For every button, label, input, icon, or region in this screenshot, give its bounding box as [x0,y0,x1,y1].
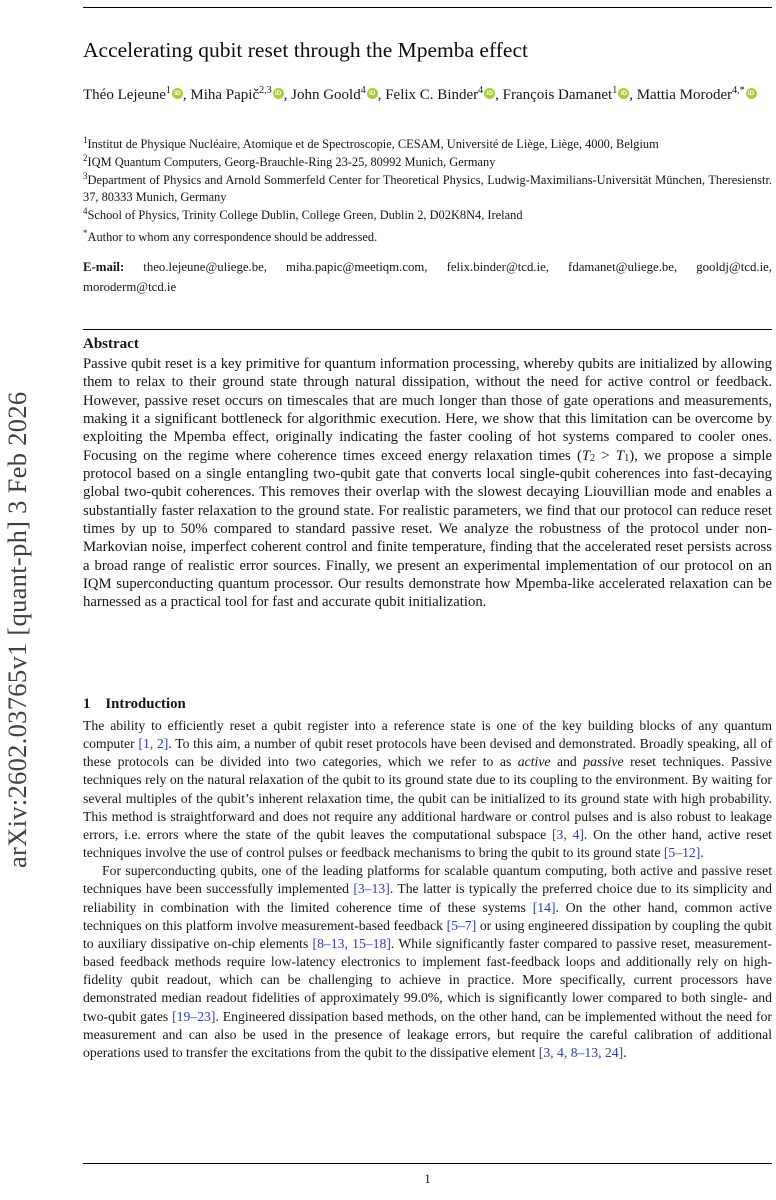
affiliation [83,136,772,154]
citation-link[interactable]: [3, 4, 8–13, 24] [538,1044,624,1060]
text-segment: . While significantly faster compared to passive reset, measurement-based feedback methods require low-latency electronics to implement fast-feedback loops and additionally rely on high-fidelity qubit readout, which can be challenging to achieve in practice. More specifically, current processors have demonstrated median readout fidelities of approximately 99.0%, which is significantly lower compared to both single- and two-qubit gates [83,935,772,1024]
affiliation [83,229,772,247]
text-segment: or using engineered dissipation by coupling the qubit to auxiliary dissipative on-chip elements [83,917,772,951]
intro-paragraph-2 [83,862,772,1062]
affiliation [83,207,772,225]
citation-link[interactable]: [5–7] [446,917,477,933]
page-number: 1 [424,1171,431,1186]
author-affiliation-marker: 4,* [732,85,745,96]
author-name: François Damanet [502,87,613,103]
text-segment: . [700,845,704,861]
affiliation-list [83,136,772,247]
text-segment: reset techniques. Passive techniques rely on the natural relaxation of the qubit to its ground state due to its coupling to the environment. By waiting for several multiples of the qubit’s inherent relaxation time, the qubit can be initialized to its ground state with high probability. This method is straightforward and does not require any additional hardware or control pulses and is also robust to leakage errors, i.e. errors where the state of the qubit leaves the computational subspace [83,754,772,842]
author-separator: , [377,87,386,103]
introduction-body [83,717,772,1062]
author-name: Théo Lejeune [83,87,166,103]
text-segment: > [595,447,616,464]
citation-link[interactable]: [14] [532,899,556,915]
section-heading [83,696,186,713]
section-number: 1 [83,696,91,712]
author-name: Felix C. Binder [385,87,479,103]
abstract-rule [83,329,772,330]
email-label: E-mail: [83,260,125,274]
affiliation-text: Author to whom any correspondence should be addressed. [87,229,378,244]
text-segment: 2 [590,452,596,464]
author-affiliation-marker: 4 [360,85,366,96]
text-segment: The ability to efficiently reset a qubit register into a reference state is one of the key building blocks of any quantum computer [83,718,772,752]
text-segment: ), we propose a simple protocol based on a single entangling two-qubit gate that converts local single-qubit coherences into fast-decaying global two-qubit coherences. This removes their overlap with the slowest decaying Liouvillian mode and enables a substantially faster relaxation to the ground state. For realistic parameters, we find that our protocol can reduce reset times by up to 50% compared to standard passive reset. We analyze the robustness of the protocol under non-Markovian noise, imperfect coherent control and finite temperature, finding that the accelerated reset persists across a broad range of realistic error sources. Finally, we present an experimental implementation of our protocol on an IQM superconducting quantum processor. Our results demonstrate how Mpemba-like accelerated relaxation can be harnessed as a practical tool for fast and accurate qubit initialization. [83,447,772,611]
orcid-icon[interactable]: iD [367,88,378,99]
orcid-icon[interactable]: iD [172,88,183,99]
text-segment: . The latter is typically the preferred choice due to its simplicity and reliability in combination with the limited coherence time of these systems [83,881,772,915]
author-affiliation-marker: 1 [165,85,171,96]
text-segment: . On the other hand, active reset techniques involve the use of control pulses or feedback mechanisms to bring the qubit to its ground state [83,826,772,861]
text-segment: . Engineered dissipation based methods, on the other hand, can be implemented without the need for measurement and can also be used in the presence of leakage errors, but require the careful calibration of additional operations used to transfer the excitations from the qubit to the dissipative element [83,1008,772,1060]
email-addresses: theo.lejeune@uliege.be, miha.papic@meetiqm.com, felix.binder@tcd.ie, fdamanet@uliege.be, gooldj@tcd.ie, moroderm@tcd.ie [83,260,773,294]
citation-link[interactable]: [8–13, 15–18] [312,935,391,951]
text-segment: . On the other hand, common active techniques on this platform involve measurement-based feedback [83,899,772,933]
author [190,87,291,103]
author-affiliation-marker: 4 [478,85,484,96]
citation-link[interactable]: [19–23] [172,1008,216,1024]
orcid-icon[interactable]: iD [618,88,629,99]
orcid-icon[interactable]: iD [484,88,495,99]
affiliation-text: School of Physics, Trinity College Dublin, College Green, Dublin 2, D02K8N4, Ireland [87,208,523,223]
abstract-text [83,355,772,612]
affiliation [83,172,772,208]
text-segment: For superconducting qubits, one of the leading platforms for scalable quantum computing, both active and passive reset techniques have been successfully implemented [83,863,772,897]
affiliation [83,154,772,172]
intro-paragraph-1 [83,717,772,862]
section-title: Introduction [105,696,186,712]
footer-rule [83,1163,772,1164]
affiliation-text: Department of Physics and Arnold Sommerfeld Center for Theoretical Physics, Ludwig-Maximilians-Universität München, Theresienstr. 37, 80333 Munich, Germany [83,172,772,205]
paper-title: Accelerating qubit reset through the Mpemba effect [83,38,528,62]
author-separator: , [495,87,503,103]
text-segment: and [550,754,584,770]
affiliation-marker: 4 [83,206,88,217]
author-separator: , [182,87,191,103]
orcid-icon[interactable]: iD [746,88,757,99]
text-segment: passive [583,754,624,770]
text-segment: T [615,447,625,464]
author [503,87,637,103]
email-line [83,257,772,297]
text-segment: T [581,447,591,464]
text-segment: active [517,754,551,770]
author-name: John Goold [291,87,361,103]
author-name: Mattia Moroder [636,87,733,103]
affiliation-marker: 2 [83,152,88,163]
text-segment: 1 [624,452,630,464]
text-segment: . [623,1044,627,1060]
author-separator: , [283,87,292,103]
top-rule [83,7,772,8]
citation-link[interactable]: [5–12] [663,845,701,861]
author [291,87,385,103]
author [385,87,502,103]
citation-link[interactable]: [1, 2] [138,736,169,752]
citation-link[interactable]: [3, 4] [551,826,584,842]
affiliation-text: Institut de Physique Nucléaire, Atomique et de Spectroscopie, CESAM, Université de Liège, Liège, 4000, Belgium [87,137,659,151]
author-list [83,84,775,107]
author-affiliation-marker: 2,3 [259,85,272,96]
author-separator: , [629,87,637,103]
author-name: Miha Papič [190,87,260,103]
affiliation-marker: 1 [83,134,88,145]
citation-link[interactable]: [3–13] [353,881,390,897]
orcid-icon[interactable]: iD [273,88,284,99]
text-segment: . To this aim, a number of qubit reset protocols have been devised and demonstrated. Broadly speaking, all of these protocols can be divided into two categories, which we refer to as [83,736,772,770]
affiliation-marker: 3 [83,170,88,181]
affiliation-text: IQM Quantum Computers, Georg-Brauchle-Ring 23-25, 80992 Munich, Germany [87,154,496,169]
text-segment: Passive qubit reset is a key primitive for quantum information processing, whereby qubits are initialized by allowing them to relax to their ground state through natural dissipation, without the need for active control or feedback. However, passive reset occurs on timescales that are much longer than those of gate operations and measurements, making it a significant bottleneck for algorithmic execution. Here, we show that this limitation can be overcome by exploiting the Mpemba effect, originally indicating the faster cooling of hot systems compared to cooler ones. Focusing on the regime where coherence times exceed energy relaxation times ( [83,356,772,464]
arxiv-watermark: arXiv:2602.03765v1 [quant-ph] 3 Feb 2026 [2,391,32,869]
author [83,87,190,103]
affiliation-marker: * [83,227,88,238]
author [637,87,757,103]
author-affiliation-marker: 1 [612,85,618,96]
abstract-heading: Abstract [83,336,139,352]
